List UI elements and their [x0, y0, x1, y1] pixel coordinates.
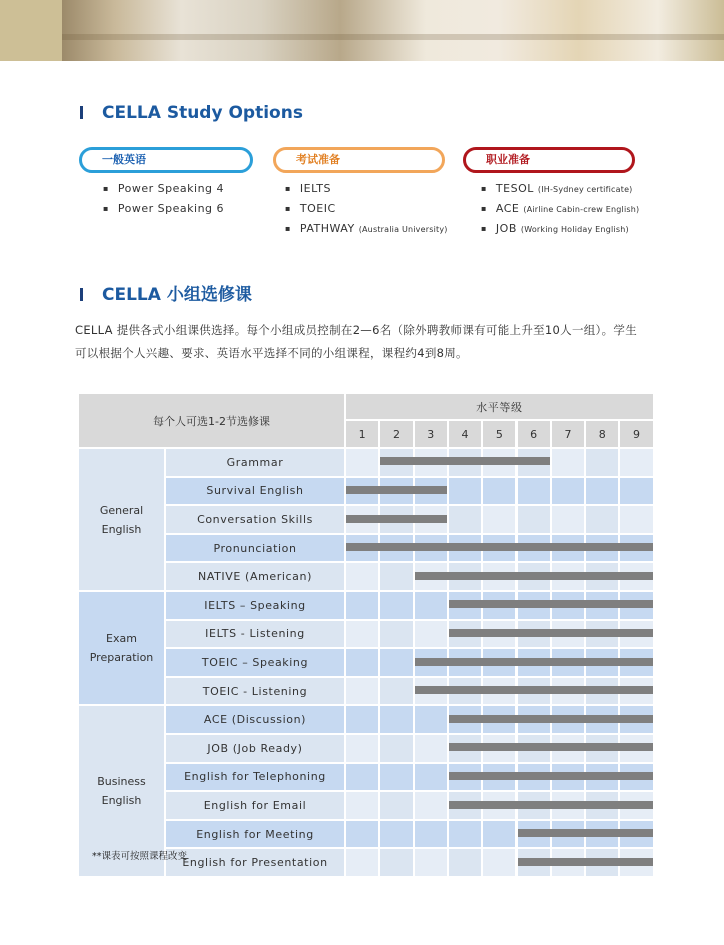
level-cell [346, 821, 378, 848]
category-exam-preparation: 考试准备 [273, 147, 445, 173]
level-cell [380, 792, 412, 819]
level-cell [380, 706, 412, 733]
group-label: Business English [79, 706, 164, 876]
level-range-bar [449, 801, 653, 809]
level-cell [415, 821, 447, 848]
level-range-bar [449, 743, 653, 751]
course-name: NATIVE (American) [166, 563, 344, 590]
level-cell [346, 764, 378, 791]
corner-header: 每个人可选1-2节选修课 [79, 394, 344, 447]
level-cell [346, 792, 378, 819]
course-name: Pronunciation [166, 535, 344, 562]
course-name: TOEIC – Speaking [166, 649, 344, 676]
level-cell [380, 649, 412, 676]
level-cell [586, 449, 618, 476]
group-label: Exam Preparation [79, 592, 164, 704]
level-cell [380, 849, 412, 876]
course-name: English for Meeting [166, 821, 344, 848]
level-cell [586, 478, 618, 505]
level-cell [380, 764, 412, 791]
level-number: 2 [380, 421, 412, 447]
course-name: IELTS – Speaking [166, 592, 344, 619]
section-title-text: CELLA Study Options [102, 103, 303, 123]
level-cell [449, 478, 481, 505]
level-cell [380, 735, 412, 762]
level-number: 8 [586, 421, 618, 447]
option-item: ▪ JOB (Working Holiday English) [481, 222, 639, 242]
level-cell [620, 506, 652, 533]
level-cell [415, 792, 447, 819]
level-cell [346, 706, 378, 733]
level-cell [415, 764, 447, 791]
level-cell [346, 592, 378, 619]
section-title-text: CELLA 小组选修课 [102, 285, 252, 305]
option-item: ▪ TOEIC [285, 202, 448, 222]
option-item: ▪ Power Speaking 6 [103, 202, 224, 222]
title-marker [80, 288, 83, 301]
level-cell [483, 506, 515, 533]
level-number: 1 [346, 421, 378, 447]
level-number: 6 [518, 421, 550, 447]
section-title-study-options [80, 103, 303, 123]
level-cell [346, 449, 378, 476]
level-cell [346, 621, 378, 648]
level-cell [483, 478, 515, 505]
level-cell [449, 821, 481, 848]
option-list-general [103, 182, 224, 222]
category-general-english: 一般英语 [79, 147, 253, 173]
level-number: 4 [449, 421, 481, 447]
level-range-bar [449, 715, 653, 723]
level-cell [586, 506, 618, 533]
bookshelf-photo [62, 0, 724, 61]
course-name: Conversation Skills [166, 506, 344, 533]
course-name: Survival English [166, 478, 344, 505]
level-number: 7 [552, 421, 584, 447]
option-item: ▪ Power Speaking 4 [103, 182, 224, 202]
level-range-bar [346, 543, 653, 551]
level-cell [415, 592, 447, 619]
level-cell [415, 735, 447, 762]
intro-paragraph: CELLA 提供各式小组课供选择。每个小组成员控制在2—6名（除外聘教师课有可能上升至10人一组）。学生可以根据个人兴趣、要求、英语水平选择不同的小组课程，课程约4到8周。 [75, 323, 638, 360]
level-range-bar [449, 600, 653, 608]
level-number: 3 [415, 421, 447, 447]
level-cell [380, 592, 412, 619]
level-cell [380, 678, 412, 705]
course-name: English for Email [166, 792, 344, 819]
level-cell [552, 478, 584, 505]
course-name: ACE (Discussion) [166, 706, 344, 733]
level-range-bar [346, 515, 447, 523]
option-item: ▪ PATHWAY (Australia University) [285, 222, 448, 242]
level-cell [380, 563, 412, 590]
level-cell [346, 735, 378, 762]
level-cell [620, 449, 652, 476]
level-number: 5 [483, 421, 515, 447]
level-range-bar [518, 829, 653, 837]
level-cell [449, 506, 481, 533]
group-label: General English [79, 449, 164, 590]
banner-left-block [0, 0, 62, 61]
level-cell [518, 506, 550, 533]
level-cell [552, 506, 584, 533]
schedule-note: **课表可按照课程改变 [92, 851, 188, 862]
level-range-bar [346, 486, 447, 494]
course-name: Grammar [166, 449, 344, 476]
course-name: English for Presentation [166, 849, 344, 876]
option-list-exam [285, 182, 448, 242]
level-cell [449, 849, 481, 876]
level-range-bar [449, 772, 653, 780]
level-cell [415, 621, 447, 648]
level-cell [380, 821, 412, 848]
option-item: ▪ IELTS [285, 182, 448, 202]
level-cell [552, 449, 584, 476]
level-cell [518, 478, 550, 505]
level-range-bar [415, 658, 653, 666]
course-name: IELTS - Listening [166, 621, 344, 648]
banner-shelf-line [62, 34, 724, 40]
option-item: ▪ ACE (Airline Cabin-crew English) [481, 202, 639, 222]
level-cell [346, 849, 378, 876]
level-cell [415, 849, 447, 876]
course-name: JOB (Job Ready) [166, 735, 344, 762]
header-banner-photo [0, 0, 724, 61]
section-title-group-electives [80, 280, 252, 305]
level-cell [415, 706, 447, 733]
course-name: TOEIC - Listening [166, 678, 344, 705]
level-range-bar [380, 457, 550, 465]
level-cell [620, 478, 652, 505]
level-cell [483, 849, 515, 876]
level-cell [346, 678, 378, 705]
level-cell [346, 563, 378, 590]
level-cell [380, 621, 412, 648]
level-cell [346, 649, 378, 676]
title-marker [80, 106, 83, 119]
level-range-bar [415, 572, 653, 580]
option-item: ▪ TESOL (IH-Sydney certificate) [481, 182, 639, 202]
level-range-bar [518, 858, 653, 866]
level-cell [483, 821, 515, 848]
level-header: 水平等级 [346, 394, 653, 419]
level-range-bar [415, 686, 653, 694]
level-range-bar [449, 629, 653, 637]
level-number: 9 [620, 421, 652, 447]
option-list-career [481, 182, 639, 242]
course-name: English for Telephoning [166, 764, 344, 791]
category-career-preparation: 职业准备 [463, 147, 635, 173]
